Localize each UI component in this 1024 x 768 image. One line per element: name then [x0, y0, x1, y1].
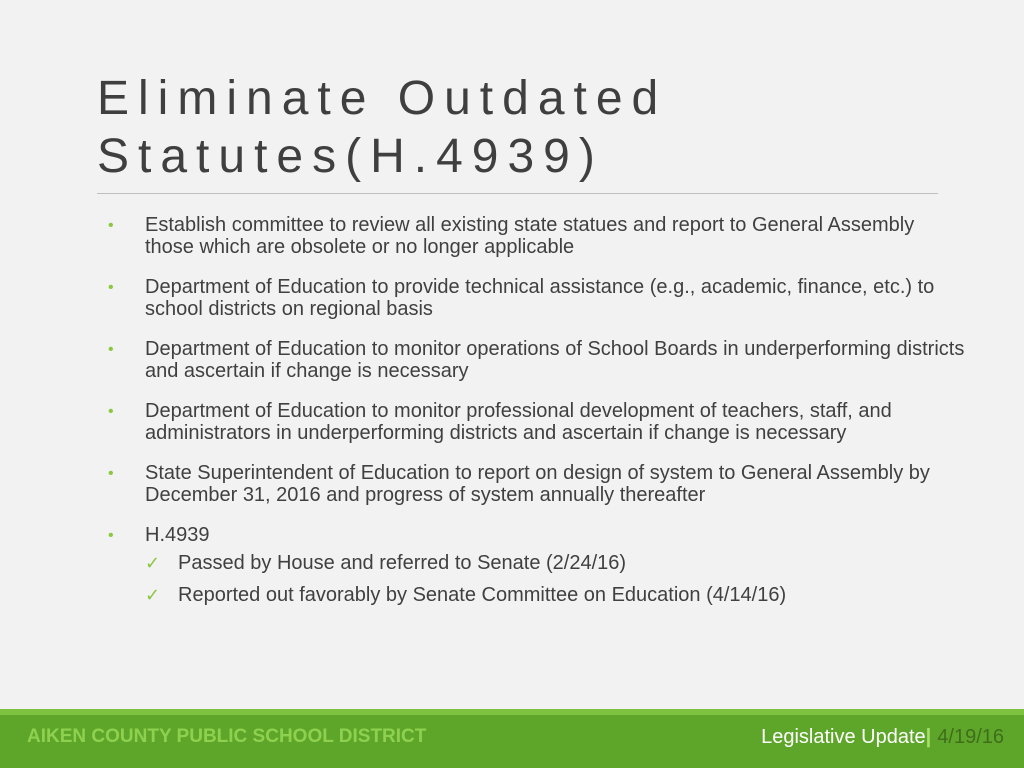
slide-title — [97, 70, 937, 186]
footer-separator: | — [925, 726, 932, 748]
sub-bullet-item — [145, 584, 965, 606]
sub-bullet-text: Reported out favorably by Senate Committee on Education (4/14/16) — [178, 584, 787, 606]
bullet-dot-icon: • — [108, 279, 114, 296]
footer-info — [761, 726, 1004, 749]
slide-title-line-1: Eliminate Outdated — [97, 72, 668, 125]
bullet-text: Department of Education to provide technical assistance (e.g., academic, finance, etc.) to school districts on regional basis — [145, 276, 935, 320]
bullet-dot-icon: • — [108, 341, 114, 358]
bullet-item — [105, 276, 965, 320]
bullet-text: Department of Education to monitor professional development of teachers, staff, and administrators in underperforming districts and ascertain if change is necessary — [145, 400, 892, 444]
bullet-item — [105, 338, 965, 382]
footer-date: 4/19/16 — [937, 726, 1004, 748]
bullet-item — [105, 214, 965, 258]
bullet-text: H.4939 — [145, 524, 210, 546]
bullet-item — [105, 400, 965, 444]
sub-bullet-list — [145, 552, 965, 606]
bullet-item — [105, 462, 965, 506]
bullet-dot-icon: • — [108, 527, 114, 544]
slide-title-line-2: Statutes(H.4939) — [97, 130, 604, 183]
sub-bullet-text: Passed by House and referred to Senate (2/24/16) — [178, 552, 627, 574]
footer-district-name: AIKEN COUNTY PUBLIC SCHOOL DISTRICT — [27, 726, 427, 747]
footer-label: Legislative Update — [761, 726, 926, 748]
bullet-list — [105, 214, 965, 624]
bullet-dot-icon: • — [108, 403, 114, 420]
bullet-item-bill — [105, 524, 965, 606]
bullet-text: Establish committee to review all existing state statues and report to General Assembly those which are obsolete or no longer applicable — [145, 214, 915, 258]
title-divider — [97, 193, 938, 194]
checkmark-icon: ✓ — [145, 585, 161, 605]
bullet-text: State Superintendent of Education to report on design of system to General Assembly by December 31, 2016 and progress of system annually thereafter — [145, 462, 930, 506]
bullet-dot-icon: • — [108, 217, 114, 234]
bullet-dot-icon: • — [108, 465, 114, 482]
bullet-text: Department of Education to monitor operations of School Boards in underperforming districts and ascertain if change is necessary — [145, 338, 965, 382]
checkmark-icon: ✓ — [145, 553, 161, 573]
sub-bullet-item — [145, 552, 965, 574]
